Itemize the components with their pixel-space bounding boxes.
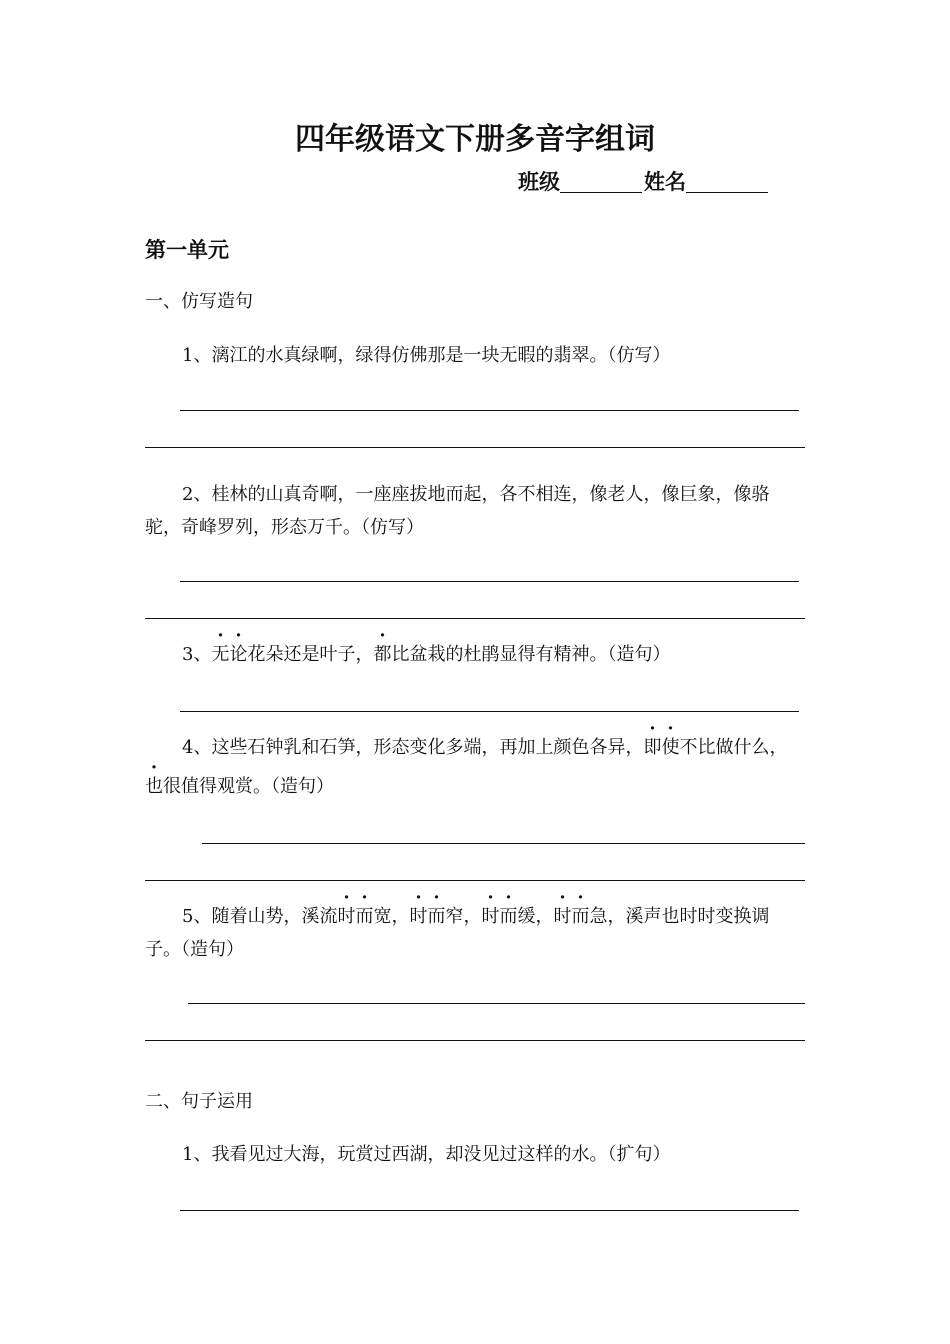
question-1: 1、漓江的水真绿啊，绿得仿佛那是一块无暇的翡翠。（仿写）: [182, 345, 671, 366]
unit-heading: 第一单元: [145, 238, 229, 262]
answer-line[interactable]: [188, 1003, 805, 1004]
class-label: 班级: [518, 170, 560, 194]
answer-line[interactable]: [180, 711, 799, 712]
question-2-line-1: 2、桂林的山真奇啊，一座座拔地而起，各不相连，像老人，像巨象，像骆: [182, 484, 770, 505]
answer-line[interactable]: [145, 447, 805, 448]
question-5-line-2: 子。（造句）: [145, 939, 244, 960]
student-info: [518, 166, 770, 196]
question-5-line-1: 5、随着山势，溪流时而宽，时而窄，时而缓，时而急，溪声也时时变换调: [182, 906, 770, 927]
question-4-line-1: 4、这些石钟乳和石笋，形态变化多端，再加上颜色各异，即使不比做什么，: [182, 737, 788, 758]
section-heading-1: 一、仿写造句: [145, 291, 253, 312]
question-4-line-2: 也很值得观赏。（造句）: [145, 776, 334, 797]
name-blank[interactable]: [686, 192, 768, 193]
section-heading-2: 二、句子运用: [145, 1091, 253, 1112]
question-2-line-2: 驼，奇峰罗列，形态万千。（仿写）: [145, 517, 424, 538]
question-3: 3、无论花朵还是叶子，都比盆栽的杜鹃显得有精神。（造句）: [182, 644, 671, 665]
answer-line[interactable]: [202, 843, 805, 844]
answer-line[interactable]: [145, 618, 805, 619]
answer-line[interactable]: [145, 1040, 805, 1041]
answer-line[interactable]: [180, 410, 799, 411]
page-title: 四年级语文下册多音字组词: [295, 122, 655, 157]
name-label: 姓名: [644, 170, 686, 194]
answer-line[interactable]: [145, 880, 805, 881]
answer-line[interactable]: [180, 581, 799, 582]
answer-line[interactable]: [180, 1210, 799, 1211]
class-blank[interactable]: [560, 192, 642, 193]
question-2-1: 1、我看见过大海，玩赏过西湖，却没见过这样的水。（扩句）: [182, 1144, 671, 1165]
